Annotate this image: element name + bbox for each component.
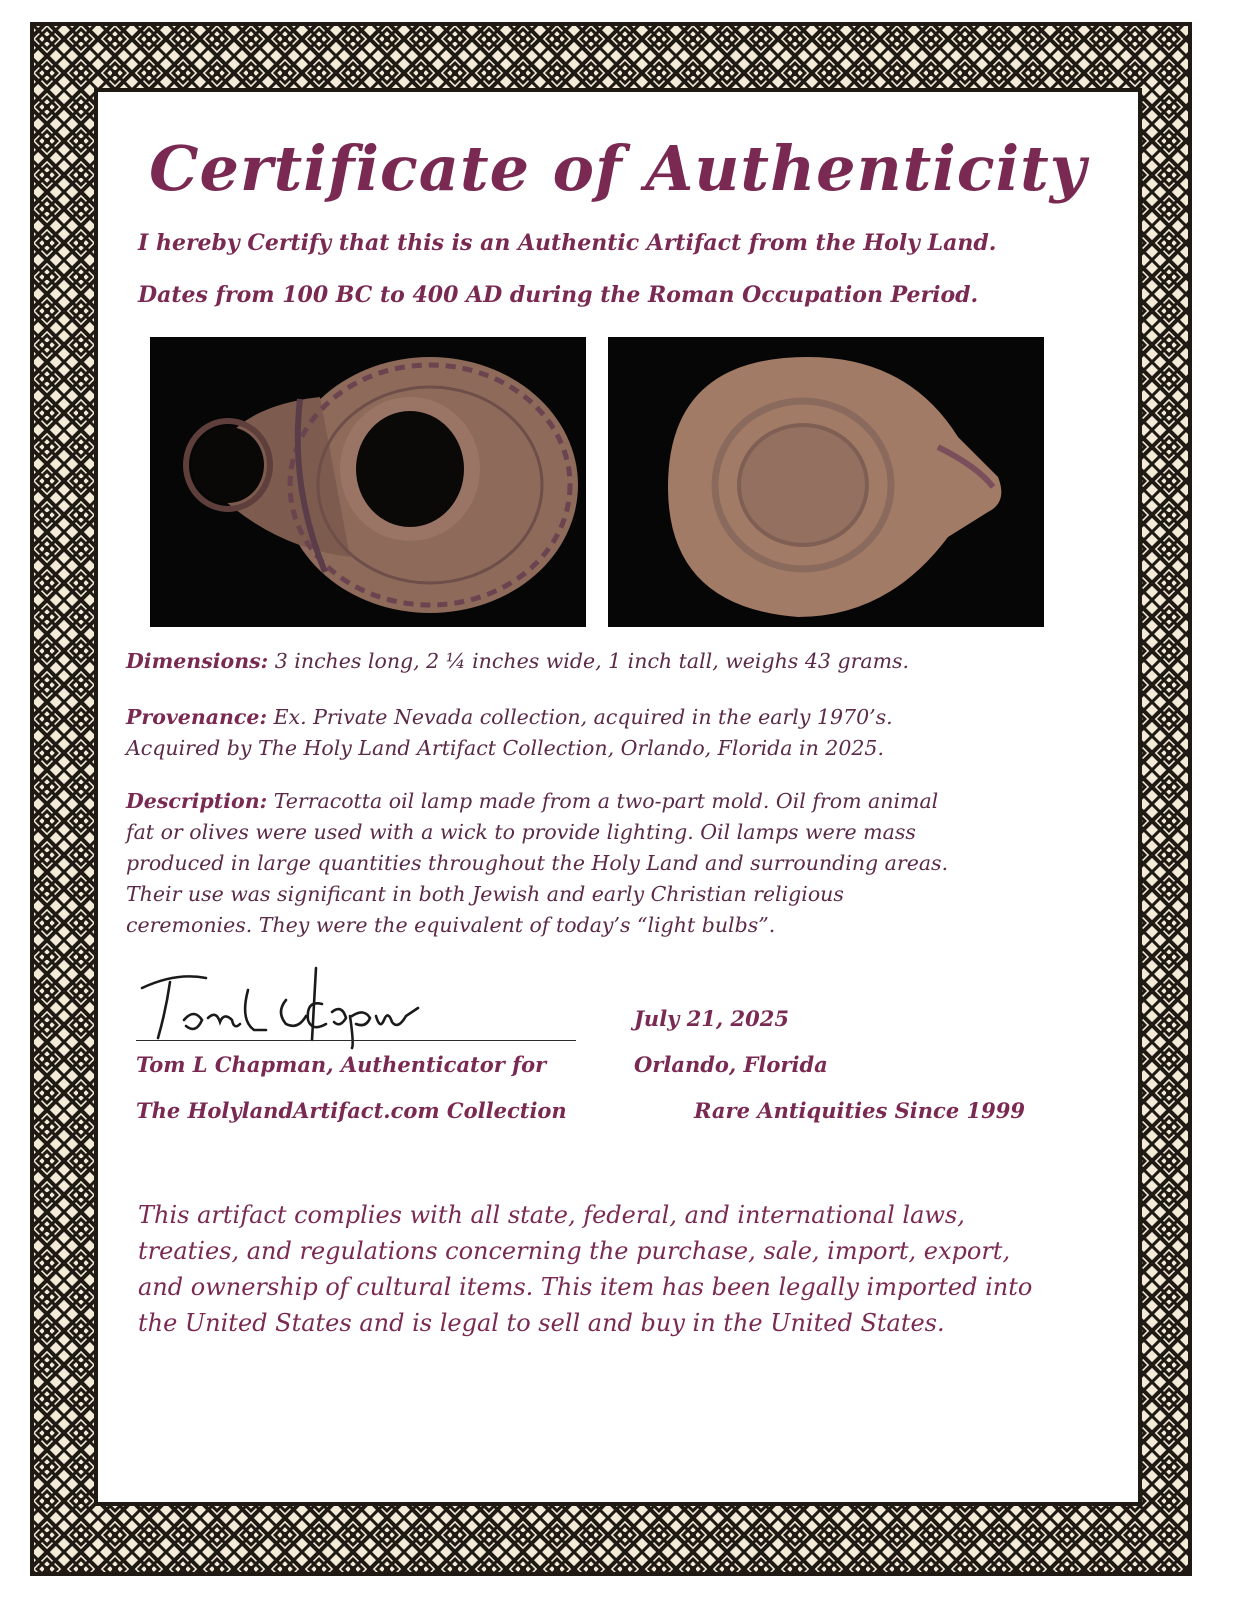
signature-line [136,1040,576,1041]
description-line-5: ceremonies. They were the equivalent of today’s “light bulbs”. [126,913,776,937]
legal-line-3: and ownership of cultural items. This item has been legally imported into [138,1273,1033,1301]
description-line-4: Their use was significant in both Jewish and early Christian religious [126,882,844,906]
handwritten-signature [136,960,456,1050]
description-line-2: fat or olives were used with a wick to provide lighting. Oil lamps were mass [126,820,916,844]
oil-lamp-top-image [150,337,586,627]
dimensions-label: Dimensions: [126,649,269,673]
provenance-line-1: Ex. Private Nevada collection, acquired in the early 1970’s. [273,705,893,729]
oil-lamp-top-view-photo [150,337,586,627]
provenance-label: Provenance: [126,705,268,729]
legal-line-1: This artifact complies with all state, federal, and international laws, [138,1201,965,1229]
description-line-1: Terracotta oil lamp made from a two-part mold. Oil from animal [273,789,939,813]
authenticator-name: Tom L Chapman, Authenticator for [136,1052,547,1077]
legal-statement [138,1197,1138,1341]
provenance-line-2: Acquired by The Holy Land Artifact Collection, Orlando, Florida in 2025. [126,736,884,760]
description-paragraph [126,786,1126,941]
description-line-3: produced in large quantities throughout the Holy Land and surrounding areas. [126,851,949,875]
date-range-statement: Dates from 100 BC to 400 AD during the Roman Occupation Period. [138,282,979,308]
legal-line-4: the United States and is legal to sell and buy in the United States. [138,1309,945,1337]
company-tagline: Rare Antiquities Since 1999 [694,1098,1025,1123]
collection-name: The HolylandArtifact.com Collection [136,1098,567,1123]
legal-line-2: treaties, and regulations concerning the purchase, sale, import, export, [138,1237,1011,1265]
provenance-paragraph [126,702,1126,764]
certificate-body [98,92,1138,1502]
certificate-date: July 21, 2025 [634,1006,789,1031]
dimensions-paragraph [126,646,1126,677]
oil-lamp-bottom-image [608,337,1044,627]
oil-lamp-bottom-view-photo [608,337,1044,627]
certificate-location: Orlando, Florida [634,1052,828,1077]
description-label: Description: [126,789,268,813]
dimensions-text: 3 inches long, 2 ¼ inches wide, 1 inch tall, weighs 43 grams. [274,649,910,673]
certificate-title: Certificate of Authenticity [149,132,1087,205]
certify-statement: I hereby Certify that this is an Authentic Artifact from the Holy Land. [138,230,997,256]
